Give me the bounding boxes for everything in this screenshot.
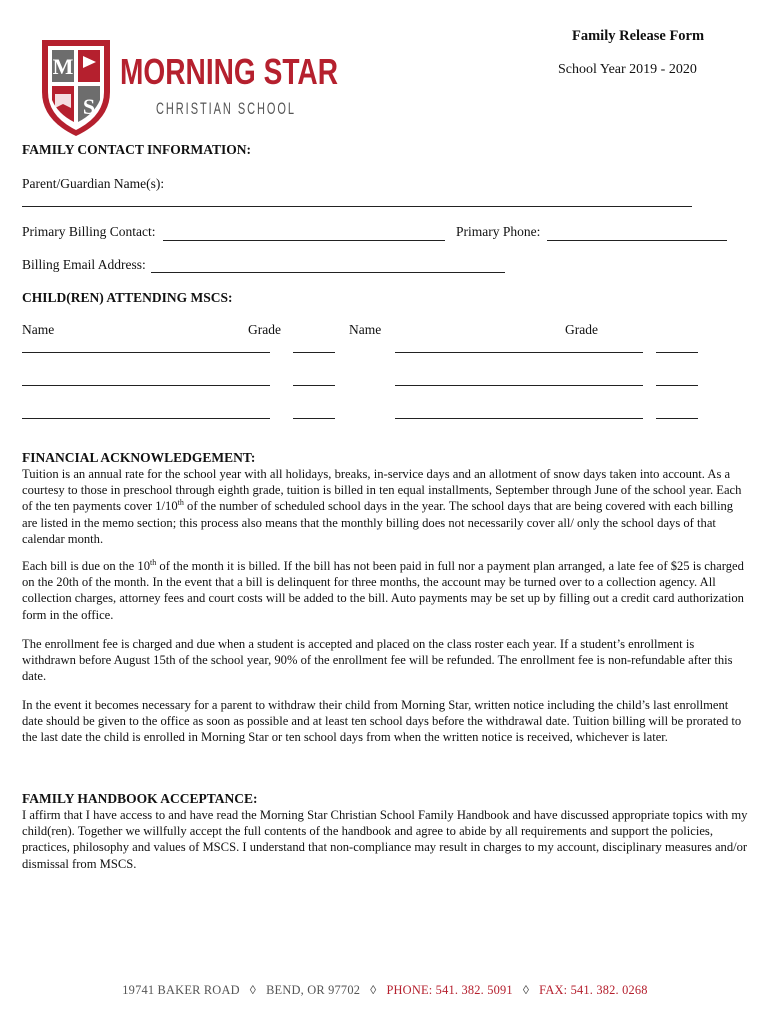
child-grade-header-2: Grade [565,322,598,337]
child-name-field[interactable] [22,418,270,419]
crest-monogram-m: M [52,54,74,79]
footer-phone: PHONE: 541. 382. 5091 [386,983,513,997]
children-heading: CHILD(REN) ATTENDING MSCS: [22,290,233,305]
footer-contact [0,983,770,998]
child-grade-field[interactable] [656,352,698,353]
child-name-field[interactable] [22,352,270,353]
billing-contact-label: Primary Billing Contact: [22,224,156,239]
footer-diamond-icon: ◊ [249,983,257,997]
logo-name-line1: MORNING STAR [120,51,338,92]
parent-guardian-field[interactable] [22,206,692,207]
primary-phone-field[interactable] [547,240,727,241]
child-grade-field[interactable] [293,418,335,419]
primary-phone-label: Primary Phone: [456,224,541,239]
financial-heading: FINANCIAL ACKNOWLEDGEMENT: [22,450,256,465]
child-grade-field[interactable] [656,385,698,386]
footer-address: 19741 BAKER ROAD [122,983,240,997]
footer-city: BEND, OR 97702 [266,983,361,997]
child-name-field[interactable] [22,385,270,386]
footer-fax: FAX: 541. 382. 0268 [539,983,648,997]
family-contact-heading: FAMILY CONTACT INFORMATION: [22,142,252,157]
child-grade-field[interactable] [293,385,335,386]
child-name-header-1: Name [22,322,55,337]
financial-paragraph-withdrawal: In the event it becomes necessary for a parent to withdraw their child from Morning Star, written notice including the child’s last enrollment date should be given to the office as soon as possible and at least ten school days before the withdrawal date. Tuition billing will be prorated to the last date the child is enrolled in Morning Star or ten school days from when the written notice is received, whichever is later. [22,698,742,745]
parent-guardian-label: Parent/Guardian Name(s): [22,176,165,191]
footer-diamond-icon: ◊ [522,983,530,997]
child-name-field[interactable] [395,352,643,353]
financial-paragraph-billing: Each bill is due on the 10th of the month it is billed. If the bill has not been paid in full nor a payment plan arranged, a late fee of $25 is charged on the 20th of the month. In the event that a bill is delinquent for three months, the account may be turned over to a collection agency. All collection charges, attorney fees and court costs will be added to the bill. Auto payments may be set up by filling out a credit card authorization form in the office. [22,557,744,622]
child-grade-field[interactable] [293,352,335,353]
school-logo [38,32,348,140]
billing-contact-field[interactable] [163,240,445,241]
crest-shield-icon [42,40,110,136]
school-year: School Year 2019 - 2020 [558,62,697,77]
child-name-field[interactable] [395,418,643,419]
child-name-header-2: Name [349,322,382,337]
billing-email-field[interactable] [151,272,505,273]
form-title: Family Release Form [572,28,705,44]
billing-email-label: Billing Email Address: [22,257,146,272]
logo-name-line2: CHRISTIAN SCHOOL [156,99,296,118]
child-grade-field[interactable] [656,418,698,419]
crest-monogram-s: S [82,94,96,119]
financial-paragraph-enrollment: The enrollment fee is charged and due when a student is accepted and placed on the class roster each year. If a student’s enrollment is withdrawn before August 15th of the school year, 90% of the enrollment fee will be refunded. The enrollment fee is non-refundable after this date. [22,637,733,684]
handbook-paragraph: I affirm that I have access to and have read the Morning Star Christian School Family Handbook and have discussed appropriate topics with my child(ren). Together we willfully accept the full contents of the handbook and agree to abide by all requirements and support the policies, practices, philosophy and values of MSCS. I understand that non-compliance may result in charges to my account, disciplinary measures and/or dismissal from MSCS. [22,808,748,871]
footer-diamond-icon: ◊ [370,983,377,997]
financial-paragraph-tuition: Tuition is an annual rate for the school year with all holidays, breaks, in-service days and an allotment of snow days taken into account. As a courtesy to those in preschool through eighth grade, tuition is billed in ten equal installments, September through June of the school year. Each of the ten payments cover 1/10th of the number of scheduled school days in the year. The school days that are being covered with each billing are listed in the memo section; this process also means that the monthly billing does not necessarily cover all/ only the school days of that calendar month. [22,467,742,546]
child-grade-header-1: Grade [248,322,281,337]
handbook-heading: FAMILY HANDBOOK ACCEPTANCE: [22,791,258,806]
child-name-field[interactable] [395,385,643,386]
